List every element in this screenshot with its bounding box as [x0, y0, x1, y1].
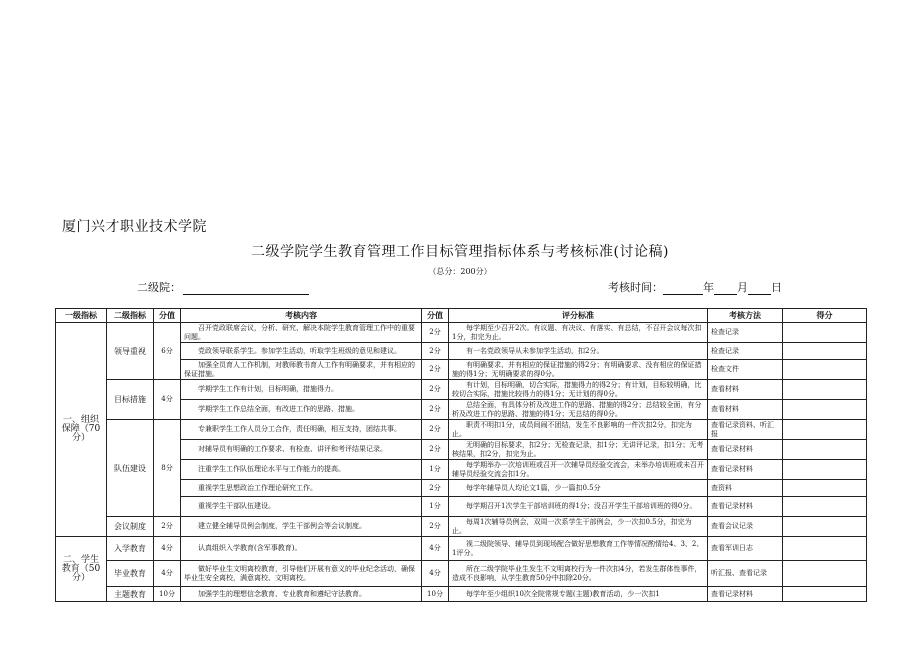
score-input-cell[interactable] [783, 517, 867, 537]
subcategory-score: 6分 [154, 323, 181, 380]
score-input-cell[interactable] [783, 400, 867, 420]
score-cell: 4分 [422, 561, 449, 587]
subcategory-cell: 目标措施 [107, 380, 154, 420]
standard-cell: 有明确要求、并有相应的保证措施的得2分；有明确要求、没有相应的保证措施的得1分；无明确要求的得0分。 [449, 360, 708, 380]
method-cell: 检查记录 [708, 343, 783, 360]
table-row [56, 323, 867, 343]
method-cell: 查看军训日志 [708, 537, 783, 561]
table-row [56, 587, 867, 602]
method-cell: 查看会议记录 [708, 517, 783, 537]
subcategory-cell: 队伍建设 [107, 420, 154, 517]
content-cell: 加强全员育人工作机制，对教师教书育人工作有明确要求，并有相应的保证措施。 [181, 360, 422, 380]
year-label: 年 [703, 281, 714, 294]
subcategory-score: 4分 [154, 561, 181, 587]
score-input-cell[interactable] [783, 360, 867, 380]
table-row [56, 517, 867, 537]
score-input-cell[interactable] [783, 323, 867, 343]
score-input-cell[interactable] [783, 497, 867, 517]
standard-cell: 视二级院领导、辅导员到现场配合做好思想教育工作等情况酌情给4、3、2、1评分。 [449, 537, 708, 561]
document-title: 二级学院学生教育管理工作目标管理指标体系与考核标准(讨论稿) [251, 244, 669, 260]
day-label: 日 [771, 281, 782, 294]
header-cell: 一级指标 [56, 309, 107, 323]
table-row [56, 537, 867, 561]
score-cell: 2分 [422, 380, 449, 400]
content-cell: 召开党政联席会议，分析、研究、解决本院学生教育管理工作中的重要问题。 [181, 323, 422, 343]
content-cell: 建立健全辅导员例会制度，学生干部例会等会议制度。 [181, 517, 422, 537]
score-input-cell[interactable] [783, 440, 867, 460]
subcategory-cell: 毕业教育 [107, 561, 154, 587]
subcategory-cell: 领导重视 [107, 323, 154, 380]
subcategory-score: 4分 [154, 537, 181, 561]
table-header-row [56, 309, 867, 323]
method-cell: 查看材料 [708, 380, 783, 400]
score-input-cell[interactable] [783, 380, 867, 400]
content-cell: 对辅导员有明确的工作要求、有检查、讲评和考评结果记录。 [181, 440, 422, 460]
score-input-cell[interactable] [783, 587, 867, 602]
content-cell: 重视学生干部队伍建设。 [181, 497, 422, 517]
college-field [137, 279, 309, 295]
standard-cell: 每学年至少组织10次全院常规专题(主题)教育活动，少一次扣1 [449, 587, 708, 602]
category-cell: 二、学生教育（50分） [56, 537, 107, 602]
exam-time-label: 考核时间： [608, 281, 663, 294]
score-cell: 4分 [422, 537, 449, 561]
content-cell: 做好毕业生文明离校教育，引导他们开展有意义的毕业纪念活动，确保毕业生安全离校，满意离校、文明离校。 [181, 561, 422, 587]
method-cell: 检查文件 [708, 360, 783, 380]
method-cell: 查看材料 [708, 400, 783, 420]
standard-cell: 每学期举办一次培训班或召开一次辅导员经验交流会，未举办培训班或未召开辅导员经验交流会扣1分。 [449, 460, 708, 480]
header-cell: 评分标准 [449, 309, 708, 323]
standard-cell: 每学年辅导员人均论文1篇，少一篇扣0.5分 [449, 480, 708, 497]
score-cell: 2分 [422, 480, 449, 497]
header-cell: 考核方法 [708, 309, 783, 323]
content-cell: 认真组织入学教育(含军事教育)。 [181, 537, 422, 561]
score-input-cell[interactable] [783, 480, 867, 497]
score-cell: 2分 [422, 360, 449, 380]
score-input-cell[interactable] [783, 561, 867, 587]
standard-cell: 无明确的目标要求，扣2分；无检查记录，扣1分；无讲评记录，扣1分；无考核结果，扣2分，扣完为止。 [449, 440, 708, 460]
score-cell: 1分 [422, 460, 449, 480]
college-blank [183, 283, 309, 295]
score-input-cell[interactable] [783, 343, 867, 360]
standard-cell: 每学期至少召开2次。有议题、有决议、有落实、有总结，不召开会议每次扣1分，扣完为止。 [449, 323, 708, 343]
method-cell: 查看记录材料 [708, 440, 783, 460]
content-cell: 党政领导联系学生。参加学生活动，听取学生班级的意见和建议。 [181, 343, 422, 360]
content-cell: 学期学生工作有计划，目标明确，措施得力。 [181, 380, 422, 400]
method-cell: 查资料 [708, 480, 783, 497]
header-cell: 二级指标 [107, 309, 154, 323]
subcategory-score: 8分 [154, 420, 181, 517]
header-cell: 分值 [154, 309, 181, 323]
standard-cell: 每周1次辅导员例会，双周一次系学生干部例会，少一次扣0.5分，扣完为止。 [449, 517, 708, 537]
score-cell: 1分 [422, 497, 449, 517]
score-input-cell[interactable] [783, 460, 867, 480]
score-cell: 2分 [422, 440, 449, 460]
content-cell: 专兼职学生工作人员分工合作，责任明确，相互支持，团结共事。 [181, 420, 422, 440]
table-row [56, 380, 867, 400]
subcategory-cell: 入学教育 [107, 537, 154, 561]
content-cell: 重视学生思想政治工作理论研究工作。 [181, 480, 422, 497]
method-cell: 查看记录资料、听汇报 [708, 420, 783, 440]
score-cell: 2分 [422, 400, 449, 420]
assessment-table [55, 308, 867, 602]
header-cell: 得分 [783, 309, 867, 323]
category-cell: 一、组织保障（70分） [56, 323, 107, 537]
subcategory-score: 10分 [154, 587, 181, 602]
method-cell: 检查记录 [708, 323, 783, 343]
table-row [56, 561, 867, 587]
score-cell: 10分 [422, 587, 449, 602]
month-label: 月 [737, 281, 748, 294]
method-cell: 听汇报、查看记录 [708, 561, 783, 587]
subcategory-score: 2分 [154, 517, 181, 537]
day-blank [748, 283, 771, 295]
score-input-cell[interactable] [783, 537, 867, 561]
standard-cell: 有一名党政领导从未参加学生活动，扣2分。 [449, 343, 708, 360]
college-label: 二级院： [137, 281, 181, 294]
method-cell: 查看记录材料 [708, 460, 783, 480]
standard-cell: 总结全面，有具体分析及改进工作的思路、措施的得2分；总结较全面，有分析及改进工作的思路、措施的得1分；无总结的得0分。 [449, 400, 708, 420]
score-cell: 2分 [422, 517, 449, 537]
method-cell: 查看记录材料 [708, 587, 783, 602]
school-name: 厦门兴才职业技术学院 [62, 219, 207, 235]
score-cell: 2分 [422, 343, 449, 360]
header-cell: 分值 [422, 309, 449, 323]
score-cell: 2分 [422, 420, 449, 440]
month-blank [714, 283, 737, 295]
standard-cell: 每学期召开1次学生干部培训班的得1分；没召开学生干部培训班的得0分。 [449, 497, 708, 517]
subcategory-cell: 主题教育 [107, 587, 154, 602]
subcategory-score: 4分 [154, 380, 181, 420]
year-blank [663, 283, 703, 295]
exam-time-field [608, 279, 782, 295]
header-cell: 考核内容 [181, 309, 422, 323]
subcategory-cell: 会议制度 [107, 517, 154, 537]
score-input-cell[interactable] [783, 420, 867, 440]
content-cell: 加强学生的理想信念教育、专业教育和遵纪守法教育。 [181, 587, 422, 602]
standard-cell: 有计划，目标明确，切合实际，措施得力的得2分；有计划，目标较明确，比较切合实际，措施比较得力的得1分；无计划的得0分。 [449, 380, 708, 400]
standard-cell: 所在二级学院毕业生发生不文明离校行为一件次扣4分，若发生群体性事件，造成不良影响，从学生教育50分中扣除20分。 [449, 561, 708, 587]
score-cell: 2分 [422, 323, 449, 343]
total-score-note: （总分：200分） [428, 267, 492, 276]
table-row [56, 420, 867, 440]
content-cell: 注重学生工作队伍理论水平与工作能力的提高。 [181, 460, 422, 480]
standard-cell: 职责不明扣1分，成员间闹不团结，发生不良影响的一件次扣2分，扣完为止。 [449, 420, 708, 440]
content-cell: 学期学生工作总结全面，有改进工作的思路、措施。 [181, 400, 422, 420]
method-cell: 查看记录材料 [708, 497, 783, 517]
